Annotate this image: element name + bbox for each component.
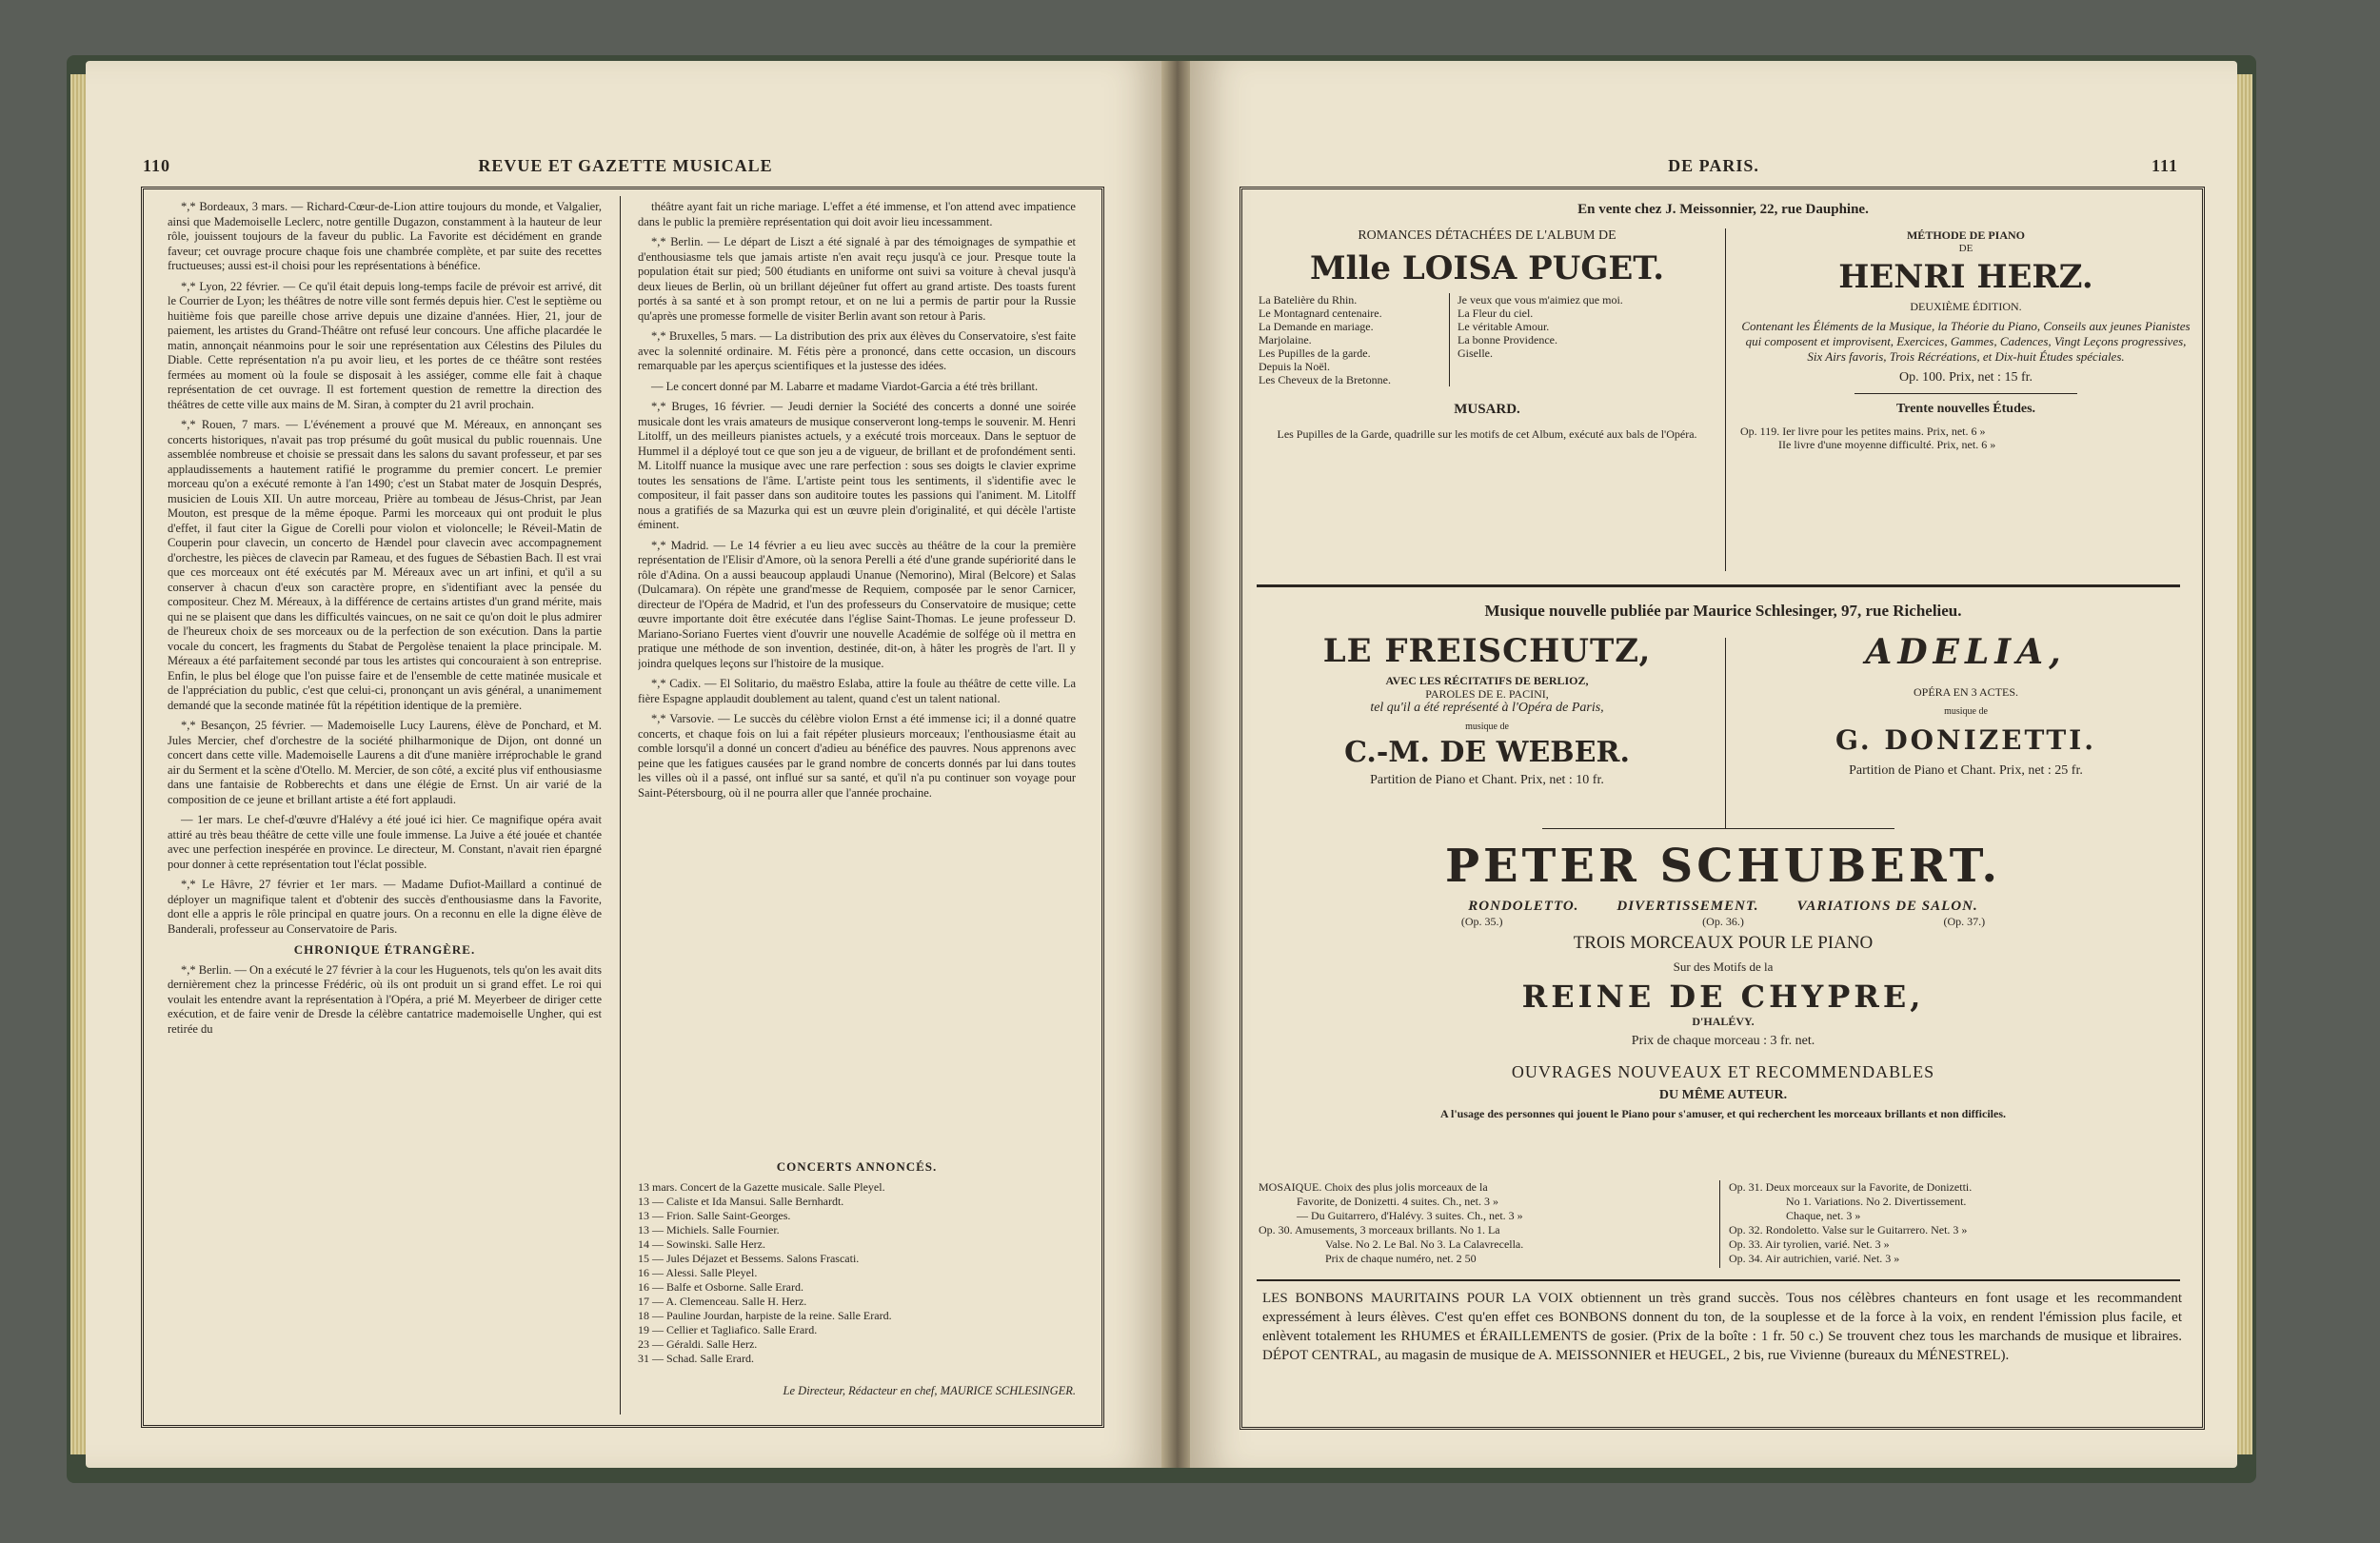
page-edges-right [2235,74,2252,1454]
news-lyon: *,* Lyon, 22 février. — Ce qu'il était depuis long-temps facile de prévoir est arrivé, dit le Courrier de Lyon; les théâtres de notre ville sont fermés depuis hier. C'est le septième ou huitième fois que pareille chose arrive depuis une dizaine d'années. Hier, 21, jour de paiement, les artistes du Grand-Théâtre ont refusé leur concours. Une affiche placardée le matin, annonçait néanmoins pour le soir une représentation aux Célestins des Pilules du Diable. Cette représentation n'a pu avoir lieu, et les portes de ce théâtre sont restées fermées au moment où la foule se disposait à les assiéger, comme elle fait à chaque représentation de cet ouvrage. Il est fortement question de remettre la direction des théâtres de cette ville aux mains de M. Siran, à compter du 21 avril prochain. [168,279,602,411]
etudes-line-2: IIe livre d'une moyenne difficulté. Prix, net. 6 » [1778,438,1996,451]
romance-title: La Demande en mariage. [1259,320,1374,333]
concerts-list [638,1154,1076,1373]
romance-title: La bonne Providence. [1458,333,1557,346]
adelia-price: Partition de Piano et Chant. Prix, net : 25 fr. [1849,763,2083,778]
meme-auteur: DU MÊME AUTEUR. [1658,1088,1788,1102]
freischutz-line1: AVEC LES RÉCITATIFS DE BERLIOZ, [1385,674,1589,687]
open-book [67,55,2256,1483]
op-line: MOSAIQUE. Choix des plus jolis morceaux de la [1259,1180,1488,1194]
left-column-2 [638,200,1076,1152]
herz-name: HENRI HERZ. [1838,258,2093,296]
freischutz-ad [1259,632,1716,788]
romance-title: Le véritable Amour. [1458,320,1550,333]
news-besancon: *,* Besançon, 25 février. — Mademoiselle Lucy Laurens, élève de Ponchard, et M. Jules Mercier, chef d'orchestre de la société philharmonique de Dijon, ont donné un concert dans cette ville. Mademoiselle Laurens a dit d'une manière irréprochable le grand air du Serment et la scène d'Otello. M. Mercier, de son côté, a excité plus vif enthousiasme dans une fantaisie de Robberechts et dans une élégie de Ernst. Un air varié de la composition de ce jeune et brillant artiste a été fort applaudi. [168,719,602,806]
adelia-line1: OPÉRA EN 3 ACTES. [1913,685,2018,699]
freischutz-musique: musique de [1465,722,1509,732]
schlesinger-header: Musique nouvelle publiée par Maurice Schlesinger, 97, rue Richelieu. [1484,602,1962,620]
herz-description: Contenant les Éléments de la Musique, la Théorie du Piano, Conseils aux jeunes Pianistes qui composent et improvisent, Exercices, Gammes, Cadences, Vingt Leçons progressives, Six Airs favoris, Trois Récréations, et Dix-huit Études spéciales. [1741,319,2191,364]
romance-title: Le Montagnard centenaire. [1259,307,1382,320]
concert-item: 13 — Michiels. Salle Fournier. [638,1222,780,1236]
herz-intro: MÉTHODE DE PIANO [1906,228,2025,242]
news-havre: *,* Le Hâvre, 27 février et 1er mars. — Madame Dufiot-Maillard a continué de déployer un magnifique talent et d'obtenir des succès d'enthousiasme dans la Favorite, dont elle a appris le rôle principal en quatre jours. On a reconnu en elle la digne élève de Banderali, professeur au Conservatoire de Paris. [168,878,602,936]
romance-title: Je veux que vous m'aimiez que moi. [1458,293,1623,307]
left-column-1 [168,200,602,1409]
section-divider [1257,584,2180,587]
news-besancon-juive: — 1er mars. Le chef-d'œuvre d'Halévy a été joué ici hier. Ce magnifique opéra avait attiré au très beau théâtre de cette ville une foule immense. La Juive a été jouée et chantée avec une perfection inespérée en province. Le directeur, M. Constant, n'avait rien épargné pour donner à cette représentation tout l'éclat possible. [168,813,602,871]
herz-price: Op. 100. Prix, net : 15 fr. [1899,370,2033,385]
opus-35: (Op. 35.) [1460,915,1503,928]
usage-note: A l'usage des personnes qui jouent le Piano pour s'amuser, et qui recherchent les morceaux brillants et non difficiles. [1439,1107,2007,1120]
puget-list-left [1259,293,1449,386]
herz-ad [1740,228,2192,451]
page-number-right: 111 [2152,156,2179,175]
concert-item: 23 — Géraldi. Salle Herz. [638,1336,758,1351]
concert-item: 18 — Pauline Jourdan, harpiste de la reine. Salle Erard. [638,1308,892,1322]
news-varsovie: *,* Varsovie. — Le succès du célèbre violon Ernst a été immense ici; il a donné quatre concerts, et chaque fois on lui a fait répéter plusieurs morceaux; l'enthousiasme était au comble lorsqu'il a donné un concert d'adieu au bénéfice des pauvres. Nous apprenons avec peine que les fatigues causées par le grand nombre de concerts donnés par lui dans toutes les villes où il a passé, ont influé sur sa santé, et qu'il n'a pu continuer son voyage pour Saint-Pétersbourg, où il ne pourra aller que l'année prochaine. [638,712,1076,800]
puget-ad [1259,228,1716,441]
musard-title: MUSARD. [1454,402,1520,417]
work-variations: VARIATIONS DE SALON. [1796,899,1978,914]
op-line: No 1. Variations. No 2. Divertissement. [1786,1195,1967,1208]
romance-title: La Batelière du Rhin. [1259,293,1358,307]
opus-37: (Op. 37.) [1943,915,1986,928]
op-line: Favorite, de Donizetti. 4 suites. Ch., net. 3 » [1297,1195,1498,1208]
adelia-ad [1740,632,2192,779]
ouvrages-heading: OUVRAGES NOUVEAUX ET RECOMMENDABLES [1511,1062,1935,1081]
news-rouen: *,* Rouen, 7 mars. — L'événement a prouvé que M. Méreaux, en annonçant ses concerts historiques, n'avait pas trop présumé du goût musical du public rouennais. Une assemblée nombreuse et choisie se pressait dans les salons du savant professeur, et par ses applaudissements a hautement ratifié le programme du premier concert. Le premier morceau qu'on a exécuté remonte à l'an 1490; c'est un Stabat mater de Josquin Després, musicien de Louis XII. Un autre morceau, Prière au tombeau de Jésus-Christ, par Jean Mouton, est presque de la même époque. Parmi les morceaux qui ont produit le plus d'effet, il faut citer la Gigue de Corelli pour violon et violoncelle; le Réveil-Matin de Couperin pour clavecin, un concerto de Hændel pour clavecin avec accompagnement d'orchestre, les pièces de clavecin par Rameau, et des fugues de Sébastien Bach. Il est vrai que ces morceaux ont été exécutés par M. Méreaux avec un art infini, et qu'il a su conserver à chacun d'eux son caractère propre, en s'identifiant avec la pensée du compositeur. Chez M. Méreaux, à la différence de certains artistes d'un grand mérite, mais qui ne se plaisent que dans les difficultés vaincues, on ne sait ce qu'on doit le plus admirer de l'heureux choix de ses morceaux ou de la perfection de son exécution. Dans la partie vocale du concert, les fragments du Stabat de Pergolèse tenaient la place principale. M. Méreaux a été parfaitement secondé par tous les artistes qui concouraient à son entreprise. Enfin, le plus bel éloge que l'on puisse faire et de l'ensemble de cette matinée musicale et de l'appréciation du public, c'est que celui-ci, prononçant un avis général, a unanimement demandé que la seconde matinée fût la répétition identique de la première. [168,418,602,712]
concert-item: 16 — Alessi. Salle Pleyel. [638,1265,758,1279]
op-line: Op. 30. Amusements, 3 morceaux brillants. No 1. La [1259,1223,1500,1236]
opus-36: (Op. 36.) [1702,915,1744,928]
news-labarre: — Le concert donné par M. Labarre et madame Viardot-Garcia a été très brillant. [651,379,1039,393]
chronique-heading: CHRONIQUE ÉTRANGÈRE. [293,942,476,957]
news-bordeaux: *,* Bordeaux, 3 mars. — Richard-Cœur-de-Lion attire toujours du monde, et Valgalier, ainsi que Mademoiselle Leclerc, notre gentille Dugazon, constamment à la hauteur de leur rôle, jouissent toujours de la faveur du public. La Favorite est décidément en grande faveur; cet ouvrage procure chaque fois une chambrée complète, et par suite des recettes fructueuses; aussi est-il choisi pour les représentations à bénéfice. [168,200,602,272]
schubert-line1: TROIS MORCEAUX POUR LE PIANO [1573,933,1874,953]
romance-title: Les Cheveux de la Bretonne. [1259,373,1391,386]
freischutz-line3: tel qu'il a été représenté à l'Opéra de Paris, [1370,701,1604,715]
romance-title: Les Pupilles de la garde. [1259,346,1371,360]
concerts-heading: CONCERTS ANNONCÉS. [776,1159,938,1174]
op-line: Op. 33. Air tyrolien, varié. Net. 3 » [1729,1237,1890,1251]
puget-name: Mlle LOISA PUGET. [1309,249,1665,287]
schlesinger-column-rule [1725,638,1726,828]
herz-edition: DEUXIÈME ÉDITION. [1910,300,2022,313]
page-number-left: 110 [143,156,171,175]
schubert-name: PETER SCHUBERT. [1444,840,2002,893]
romance-title: La Fleur du ciel. [1458,307,1534,320]
freischutz-composer: C.-M. DE WEBER. [1344,736,1630,769]
reine-de-chypre: REINE DE CHYPRE, [1521,979,1925,1015]
news-bruges: *,* Bruges, 16 février. — Jeudi dernier la Société des concerts a donné une soirée musicale dont les vrais amateurs de musique conserveront long-temps le souvenir. M. Henri Litolff, un des meilleurs pianistes actuels, y a exécuté trois morceaux. Dans le septuor de Hummel il a déployé tout ce que son jeu a de vigueur, de brillant et de profondément senti. M. Litolff nuance la musique avec une rare perfection : sous ses doigts le clavier exprime toutes les sensations de l'âme. L'artiste peint tous les sentiments, il s'identifie avec le compositeur, il fait passer dans son auditoire toutes les passions qui l'animent. M. Litolff nous a gratifiés de sa Mazurka qui est un œuvre plein d'originalité, et qui décèle l'artiste éminent. [638,400,1076,531]
romance-title: Marjolaine. [1259,333,1312,346]
op-line: Valse. No 2. Le Bal. No 3. La Calavrecella. [1325,1237,1524,1251]
concert-item: 13 mars. Concert de la Gazette musicale. Salle Pleyel. [638,1179,885,1194]
puget-list-right [1449,293,1629,386]
news-berlin-huguenots: *,* Berlin. — On a exécuté le 27 février à la cour les Huguenots, tels qu'on les avait dits dernièrement chez la princesse Frédéric, où ils ont produit un si grand effet. Le roi qui voulait les entendre avant la représentation à l'Opéra, a prié M. Meyerbeer de diriger cette exécution, et de faire venir de Dresde la célèbre cantatrice mademoiselle Ungher, qui est retirée du [168,962,602,1036]
book-gutter [1161,61,1194,1468]
left-page [86,61,1165,1468]
right-page [1190,61,2237,1468]
running-head-left: REVUE ET GAZETTE MUSICALE [478,156,773,175]
freischutz-line2: PAROLES DE E. PACINI, [1425,687,1549,701]
freischutz-title: LE FREISCHUTZ, [1322,632,1652,670]
romance-title: Depuis la Noël. [1259,360,1330,373]
work-rondoletto: RONDOLETTO. [1468,899,1579,914]
adelia-musique: musique de [1944,706,1988,717]
meissonnier-column-rule [1725,228,1726,571]
musard-text: Les Pupilles de la Garde, quadrille sur les motifs de cet Album, exécuté aux bals de l'Opéra. [1277,427,1697,441]
news-bruxelles: *,* Bruxelles, 5 mars. — La distribution des prix aux élèves du Conservatoire, s'est faite avec la solennité ordinaire. M. Fétis père a prononcé, dans cette occasion, un discours remarquable par les aperçus scientifiques et la justesse des idées. [638,329,1076,372]
work-divertissement: DIVERTISSEMENT. [1616,899,1759,914]
op-line: Op. 32. Rondoletto. Valse sur le Guitarrero. Net. 3 » [1729,1223,1968,1236]
news-cadix: *,* Cadix. — El Solitario, du maëstro Eslaba, attire la foule au théâtre de cette ville. La fière Espagne applaudit doublement au talent, quand c'est un talent national. [638,677,1076,705]
ops-list-left [1259,1180,1706,1266]
op-line: Op. 31. Deux morceaux sur la Favorite, de Donizetti. [1729,1180,1973,1194]
news-madrid: *,* Madrid. — Le 14 février a eu lieu avec succès au théâtre de la cour la première représentation de l'Elisir d'Amore, où la senora Perelli a été d'une grande supériorité dans le rôle d'Adina. On a aussi beaucoup applaudi Unanue (Nemorino), Miral (Belcore) et Salas (Dulcamara). On répète une grand'messe de Requiem, composée par le senor Carnicer, directeur de l'Opéra de Madrid, et l'un des professeurs du Conservatoire de musique; cette œuvre importante doit être exécutée dans l'église Saint-Thomas. Le jeune professeur D. Mariano-Soriano Fuertes vient d'ouvrir une nouvelle Académie de solfége où il mettra en pratique une méthode de son invention, destinée, dit-on, à hâter les progrès de l'art. Il y joindra quelques leçons sur l'histoire de la musique. [638,538,1076,670]
adelia-composer: G. DONIZETTI. [1835,724,2097,756]
meissonnier-header: En vente chez J. Meissonnier, 22, rue Dauphine. [1577,202,1869,217]
romance-title: Giselle. [1458,346,1493,360]
op-line: — Du Guitarrero, d'Halévy. 3 suites. Ch., net. 3 » [1297,1209,1523,1222]
concert-item: 13 — Frion. Salle Saint-Georges. [638,1208,791,1222]
concert-item: 14 — Sowinski. Salle Herz. [638,1236,765,1251]
puget-intro: ROMANCES DÉTACHÉES DE L'ALBUM DE [1358,228,1616,243]
concert-item: 19 — Cellier et Tagliafico. Salle Erard. [638,1322,818,1336]
column-rule [620,196,621,1414]
schubert-price: Prix de chaque morceau : 3 fr. net. [1631,1034,1815,1048]
bonbons-divider [1257,1279,2180,1281]
schubert-ad [1247,840,2199,1120]
concert-item: 13 — Caliste et Ida Mansui. Salle Bernhardt. [638,1194,844,1208]
signature: Le Directeur, Rédacteur en chef, MAURICE SCHLESINGER. [783,1384,1076,1397]
news-berlin-liszt: *,* Berlin. — Le départ de Liszt a été signalé à par des témoignages de sympathie et d'enthousiasme tels que jamais artiste n'en avait reçu jusqu'à ce jour. Presque toute la population était sur pied; 500 étudiants en uniforme ont suivi sa voiture à cheval jusqu'à deux lieues de Berlin, où un brillant déjeûner fut offert au grand artiste. Des toasts furent portés à sa santé et à son prompt retour, et on ne lui a permis de partir pour la Russie qu'après une promesse formelle de visiter Berlin avant son retour à Paris. [638,235,1076,323]
adelia-title: ADELIA, [1865,632,2067,672]
small-divider [1542,828,1894,829]
running-head-right: DE PARIS. [1668,156,1759,175]
ops-column-rule [1719,1180,1720,1268]
schubert-halevy: D'HALÉVY. [1692,1015,1755,1028]
concert-item: 15 — Jules Déjazet et Bessems. Salons Frascati. [638,1251,860,1265]
op-line: Chaque, net. 3 » [1786,1209,1861,1222]
op-line: Op. 34. Air autrichien, varié. Net. 3 » [1729,1252,1900,1265]
op-line: Prix de chaque numéro, net. 2 50 [1325,1252,1477,1265]
freischutz-price: Partition de Piano et Chant. Prix, net : 10 fr. [1370,773,1604,787]
concert-item: 31 — Schad. Salle Erard. [638,1351,754,1365]
ops-list-right [1729,1180,2186,1266]
bonbons-ad: LES BONBONS MAURITAINS POUR LA VOIX obtiennent un très grand succès. Tous nos célèbres chanteurs en font usage et les recommandent expressément à leurs élèves. C'est qu'en effet ces BONBONS donnent du ton, de la souplesse et de la force à la voix, en rendent l'émission plus facile, et enlèvent totalement les RHUMES et ÉRAILLEMENTS de gosier. (Prix de la boîte : 1 fr. 50 c.) Se trouvent chez tous les marchands de musique et libraires. DÉPOT CENTRAL, au magasin de musique de A. MEISSONNIER et HEUGEL, 2 bis, rue Vivienne (bureaux du MÉNESTREL). [1262,1291,2182,1363]
etudes-line-1: Op. 119. Ier livre pour les petites mains. Prix, net. 6 » [1740,425,1986,438]
etudes-title: Trente nouvelles Études. [1895,402,2036,416]
news-berlin-cont: théâtre ayant fait un riche mariage. L'effet a été immense, et l'on attend avec impatience dans le public la première représentation qui doit avoir lieu incessamment. [638,200,1076,228]
herz-de: DE [1958,243,1973,254]
schubert-line2: Sur des Motifs de la [1673,959,1774,974]
concert-item: 17 — A. Clemenceau. Salle H. Herz. [638,1294,807,1308]
concert-item: 16 — Balfe et Osborne. Salle Erard. [638,1279,803,1294]
